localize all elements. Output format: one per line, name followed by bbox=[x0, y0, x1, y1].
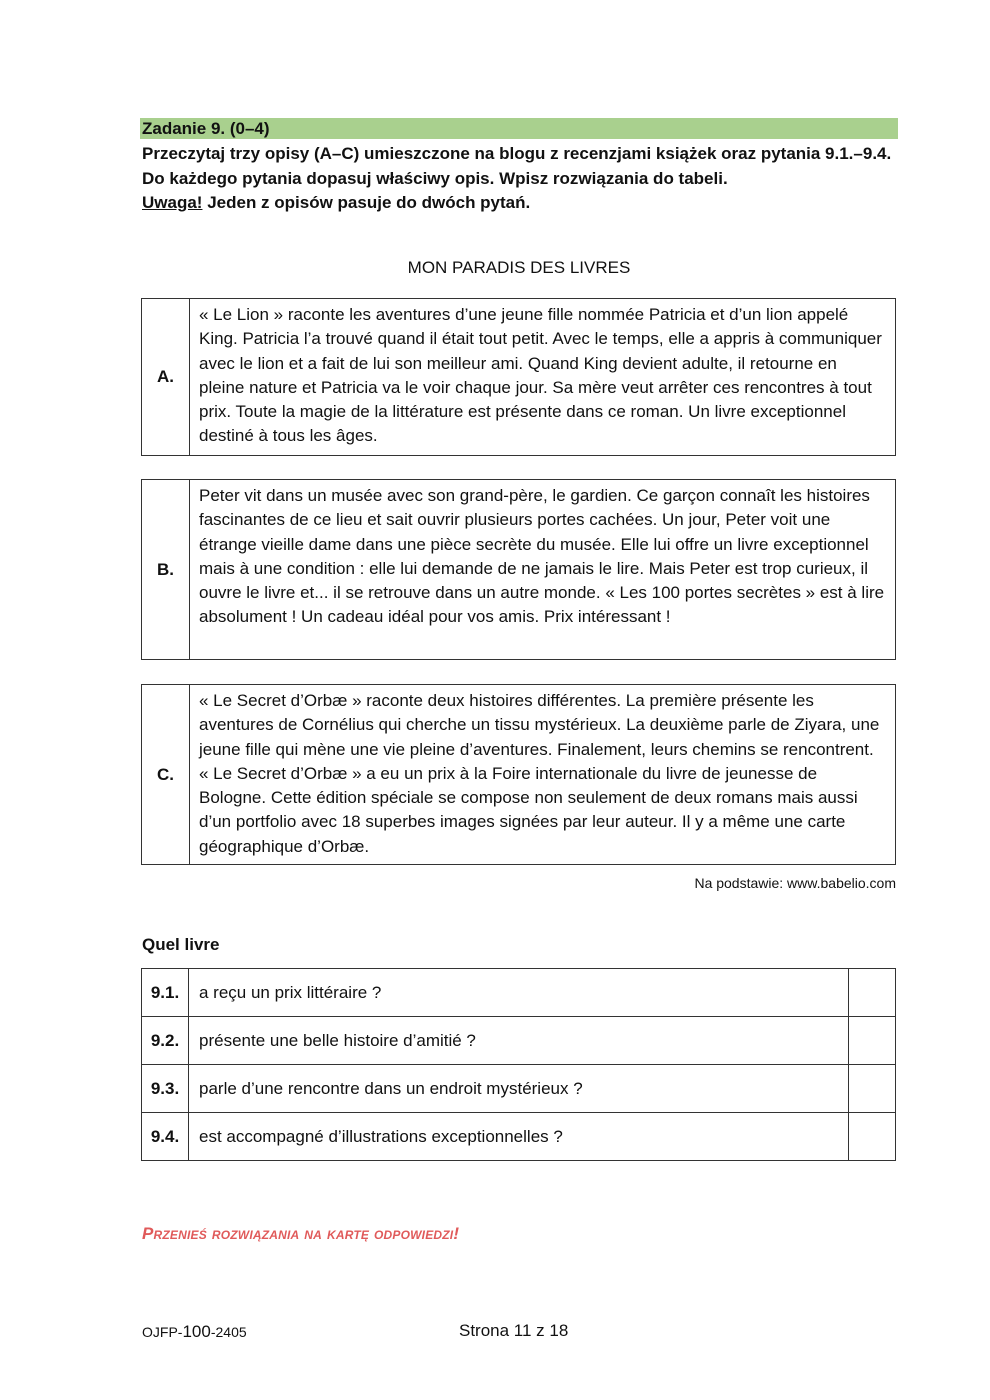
answer-cell[interactable] bbox=[849, 1113, 896, 1161]
questions-heading: Quel livre bbox=[142, 935, 220, 954]
table-row bbox=[142, 1113, 896, 1161]
answer-cell[interactable] bbox=[849, 969, 896, 1017]
uwaga-label: Uwaga! bbox=[142, 193, 203, 212]
source-citation: Na podstawie: www.babelio.com bbox=[694, 875, 896, 891]
description-letter: B. bbox=[142, 480, 190, 659]
question-text: parle d’une rencontre dans un endroit mystérieux ? bbox=[189, 1065, 849, 1113]
question-text: présente une belle histoire d’amitié ? bbox=[189, 1017, 849, 1065]
table-row bbox=[142, 969, 896, 1017]
description-text: « Le Lion » raconte les aventures d’une jeune fille nommée Patricia et d’un lion appelé King. Patricia l’a trouvé quand il était tout petit. Avec le temps, elle a appris à communiquer avec le lion et a fait de lui son meilleur ami. Quand King devient adulte, il retourne en pleine nature et Patricia va le voir chaque jour. Sa mère veut arrêter ces rencontres à tout prix. Toute la magie de la littérature est présente dans ce roman. Un livre exceptionnel destiné à tous les âges. bbox=[199, 305, 882, 446]
question-number: 9.2. bbox=[142, 1017, 189, 1065]
description-text: « Le Secret d’Orbæ » raconte deux histoires différentes. La première présente les aventures de Cornélius qui cherche un tissu mystérieux. La deuxième parle de Ziyara, une jeune fille qui mène une vie pleine d’aventures. Finalement, leurs chemins se rencontrent. « Le Secret d’Orbæ » a eu un prix à la Foire internationale du livre de jeunesse de Bologne. Cette édition spéciale se compose non seulement de deux romans mais aussi d’un portfolio avec 18 superbes images signées par leur auteur. Il y a même une carte géographique d’Orbæ. bbox=[199, 691, 880, 856]
question-number: 9.3. bbox=[142, 1065, 189, 1113]
instruction-text: Przeczytaj trzy opisy (A–C) umieszczone na blogu z recenzjami książek oraz pytania 9.1.–9.4. Do każdego pytania dopasuj właściwy opis. Wpisz rozwiązania do tabeli. bbox=[142, 144, 892, 188]
exam-code-suffix: -2405 bbox=[210, 1324, 247, 1340]
questions-table bbox=[141, 968, 896, 1161]
instruction-note: Jeden z opisów pasuje do dwóch pytań. bbox=[202, 193, 531, 212]
answer-cell[interactable] bbox=[849, 1017, 896, 1065]
question-text: a reçu un prix littéraire ? bbox=[189, 969, 849, 1017]
table-row bbox=[142, 1017, 896, 1065]
task-instructions bbox=[142, 142, 902, 216]
blog-title: MON PARADIS DES LIVRES bbox=[407, 258, 631, 277]
page-number: Strona 11 z 18 bbox=[459, 1321, 569, 1340]
exam-code bbox=[142, 1322, 247, 1342]
description-a bbox=[141, 298, 896, 456]
table-row bbox=[142, 1065, 896, 1113]
answer-cell[interactable] bbox=[849, 1065, 896, 1113]
question-text: est accompagné d’illustrations exceptionnelles ? bbox=[189, 1113, 849, 1161]
question-number: 9.1. bbox=[142, 969, 189, 1017]
exam-code-mid: 100 bbox=[182, 1322, 211, 1341]
exam-code-prefix: OJFP- bbox=[142, 1324, 183, 1340]
description-b bbox=[141, 479, 896, 660]
description-text: Peter vit dans un musée avec son grand-père, le gardien. Ce garçon connaît les histoires fascinantes de ce lieu et sait ouvrir plusieurs portes cachées. Un jour, Peter voit une étrange vieille dame dans une pièce secrète du musée. Elle lui offre un livre exceptionnel mais à une condition : elle lui demande de ne jamais le lire. Mais Peter est trop curieux, il ouvre le livre et... il se retrouve dans un autre monde. « Les 100 portes secrètes » est à lire absolument ! Un cadeau idéal pour vos amis. Prix intéressant ! bbox=[199, 486, 885, 627]
transfer-answers-note: Przenieś rozwiązania na kartę odpowiedzi! bbox=[142, 1224, 460, 1243]
description-letter: A. bbox=[142, 299, 190, 455]
task-header: Zadanie 9. (0–4) bbox=[140, 118, 898, 139]
description-c bbox=[141, 684, 896, 865]
description-letter: C. bbox=[142, 685, 190, 864]
question-number: 9.4. bbox=[142, 1113, 189, 1161]
